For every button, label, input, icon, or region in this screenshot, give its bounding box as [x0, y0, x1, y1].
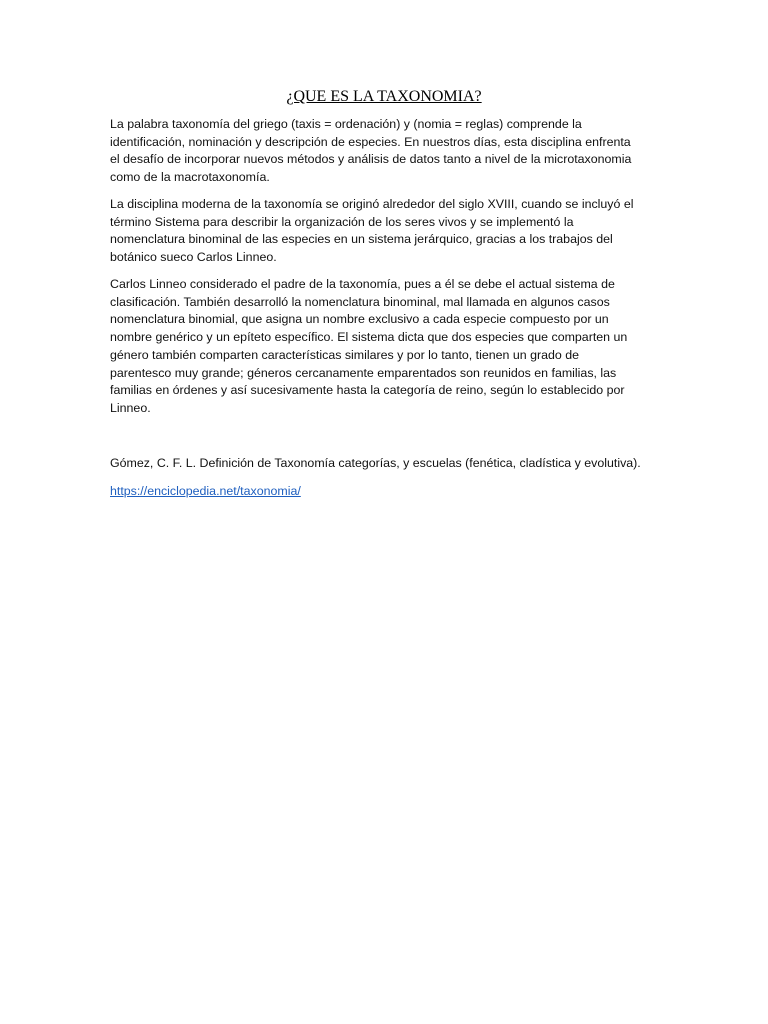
text-line: parentesco muy grande; géneros cercanamente emparentados son reunidos en familias, las — [110, 365, 617, 380]
reference-citation: Gómez, C. F. L. Definición de Taxonomía categorías, y escuelas (fenética, cladística y evolutiva). — [110, 456, 641, 470]
paragraph-linneo — [110, 276, 658, 418]
text-line: el desafío de incorporar nuevos métodos y análisis de datos tanto a nivel de la microtaxonomia — [110, 152, 632, 167]
text-line: Linneo. — [110, 400, 151, 415]
text-line: botánico sueco Carlos Linneo. — [110, 250, 277, 265]
text-line: término Sistema para describir la organización de los seres vivos y se implementó la — [110, 214, 574, 229]
text-line: nomenclatura binominal de las especies en un sistema jerárquico, gracias a los trabajos del — [110, 232, 613, 247]
source-link[interactable]: https://enciclopedia.net/taxonomia/ — [110, 484, 301, 498]
text-line: nomenclatura binomial, que asigna un nombre exclusivo a cada especie compuesto por un — [110, 312, 609, 327]
text-line: La disciplina moderna de la taxonomía se originó alrededor del siglo XVIII, cuando se incluyó el — [110, 197, 634, 211]
page-title: ¿QUE ES LA TAXONOMIA? — [286, 88, 482, 105]
text-line: identificación, nominación y descripción de especies. En nuestros días, esta disciplina enfrenta — [110, 134, 631, 149]
text-line: género también comparten características similares y por lo tanto, tienen un grado de — [110, 347, 580, 362]
paragraph-history — [110, 196, 658, 267]
text-line: nombre genérico y un epíteto específico. El sistema dicta que dos especies que comparten un — [110, 330, 628, 345]
paragraph-definition — [110, 116, 658, 187]
text-line: como de la macrotaxonomía. — [110, 170, 270, 185]
text-line: familias en órdenes y así sucesivamente hasta la categoría de reino, según lo establecido por — [110, 383, 625, 398]
text-line: clasificación. También desarrolló la nomenclatura binominal, mal llamada en algunos casos — [110, 294, 610, 309]
text-line: La palabra taxonomía del griego (taxis = ordenación) y (nomia = reglas) comprende la — [110, 117, 582, 131]
text-line: Carlos Linneo considerado el padre de la taxonomía, pues a él se debe el actual sistema de — [110, 277, 615, 291]
